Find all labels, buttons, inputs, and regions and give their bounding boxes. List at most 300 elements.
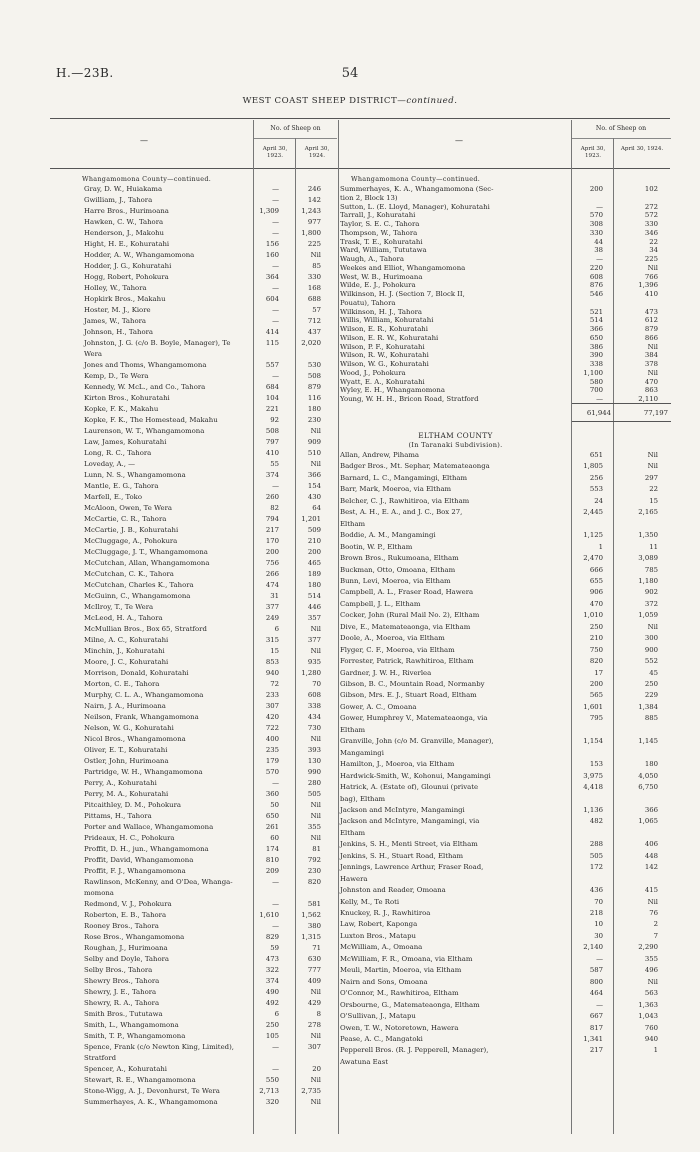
table-row	[84, 581, 338, 589]
holder-name: Orsbourne, G., Matemateaonga, Eltham	[340, 1000, 480, 1009]
table-row	[340, 360, 670, 368]
sheep-count-1923: 156	[265, 240, 279, 248]
holder-name: Proffit, D. H., jun., Whangamomona	[84, 845, 209, 853]
sheep-count-1924: 378	[644, 360, 658, 368]
holder-name: Trask, T. E., Kohuratahi	[340, 237, 423, 246]
holder-name: O'Connor, M., Rawhitiroa, Eltham	[340, 989, 459, 998]
sheep-count-1924: 180	[307, 405, 321, 413]
sheep-count-1924: 688	[307, 295, 321, 303]
sheep-count-1924: 230	[307, 867, 321, 875]
sheep-count-1923: 250	[265, 1021, 279, 1029]
table-row	[340, 1046, 670, 1054]
table-row	[340, 255, 670, 263]
sheep-count-1924: 2,020	[301, 339, 321, 347]
sheep-count-1923: —	[272, 482, 279, 490]
sheep-count-1923: 490	[265, 988, 279, 996]
eltham-county-subheading: (In Taranaki Subdivision).	[408, 441, 503, 449]
holder-name: Kopke, F. K., Makahu	[84, 405, 159, 413]
holder-name: Hopkirk Bros., Makahu	[84, 295, 166, 303]
holder-name: Gibson, Mrs. E. J., Stuart Road, Eltham	[340, 691, 477, 700]
holder-name: Allan, Andrew, Pihama	[340, 451, 419, 459]
holder-name: Proffit, F. J., Whangamomona	[84, 867, 186, 875]
table-row	[340, 783, 670, 791]
sheep-count-1924: 142	[307, 196, 321, 204]
sheep-count-1924: Nil	[310, 427, 321, 435]
sheep-count-1924: 20	[312, 1065, 321, 1073]
table-row	[84, 328, 338, 336]
holder-name: Barnard, L. C., Mangamingi, Eltham	[340, 473, 468, 482]
sheep-count-1924: 2,110	[638, 395, 658, 403]
sheep-count-1924: 355	[307, 823, 321, 831]
sheep-count-1923: —	[272, 317, 279, 325]
table-row	[84, 504, 338, 512]
sheep-count-1923: 655	[589, 576, 603, 585]
table-row	[84, 405, 338, 413]
sheep-count-1924: 510	[307, 449, 321, 457]
table-row	[84, 933, 338, 941]
sheep-count-1923: 4,418	[583, 783, 603, 792]
sheep-count-1923: 82	[270, 504, 279, 512]
sheep-count-1924: 57	[312, 306, 321, 314]
holder-name: Jenkins, S. H., Stuart Road, Eltham	[340, 851, 464, 860]
holder-name: McCartie, J. B., Kohuratahi	[84, 526, 179, 534]
table-row	[84, 383, 338, 391]
holder-name: McCutchan, Charles K., Tahora	[84, 581, 194, 589]
sheep-count-1924: 406	[644, 840, 658, 849]
holder-name: Minchin, J., Kohuratahi	[84, 647, 165, 655]
sheep-count-1923: 217	[265, 526, 279, 534]
holder-name: Gower, Humphrey V., Matemateaonga, via	[340, 714, 488, 723]
sheep-count-1924: 22	[649, 237, 658, 246]
sheep-count-1923: 2,140	[583, 943, 603, 952]
sheep-count-1923: 2,470	[583, 554, 603, 563]
table-row	[84, 240, 338, 248]
sheep-count-1924: 885	[644, 714, 658, 723]
holder-name: Murphy, C. L. A., Whangamomona	[84, 691, 204, 699]
holder-name: Smith, L., Whangamomona	[84, 1021, 179, 1029]
sheep-count-1923: 55	[270, 460, 279, 468]
holder-name: Nicol Bros., Whangamomona	[84, 735, 186, 743]
holder-name: McCartie, C. R., Tahora	[84, 515, 167, 523]
holder-name: Hawken, C. W., Tahora	[84, 218, 164, 226]
sheep-count-1923: 1,154	[583, 737, 603, 746]
holder-name: Wilson, W. G., Kohuratahi	[340, 360, 429, 368]
holder-name: Stratford	[84, 1054, 117, 1062]
sheep-count-1924: 142	[644, 863, 658, 872]
sheep-count-1923: 235	[265, 746, 279, 754]
sheep-count-1923: 470	[589, 599, 603, 608]
table-row	[340, 691, 670, 699]
holder-name: Kelly, M., Te Roti	[340, 897, 400, 906]
table-row	[340, 273, 670, 281]
holder-name: Sutton, L. (E. Lloyd, Manager), Kohuratahi	[340, 202, 490, 211]
sheep-count-1923: 366	[589, 325, 603, 333]
sheep-count-1924: 792	[307, 856, 321, 864]
table-row	[84, 823, 338, 831]
table-row	[340, 554, 670, 562]
table-row	[340, 508, 670, 516]
table-row	[340, 1035, 670, 1043]
total-rule	[572, 403, 671, 404]
holder-name: Henderson, J., Makohu	[84, 229, 164, 237]
holder-name: Granville, John (c/o M. Granville, Manager),	[340, 737, 494, 746]
sheep-count-1924: 71	[312, 944, 321, 952]
sheep-count-1923: 587	[589, 966, 603, 975]
sheep-count-1923: 160	[265, 251, 279, 259]
sheep-count-1924: 430	[307, 493, 321, 501]
table-row	[340, 351, 670, 359]
holder-name: McCutchan, C. K., Tahora	[84, 570, 174, 578]
sheep-count-1924: 154	[307, 482, 321, 490]
table-row	[84, 262, 338, 270]
table-row	[84, 724, 338, 732]
holder-name: Campbell, A. L., Fraser Road, Hawera	[340, 588, 474, 597]
sheep-count-1924: 116	[307, 394, 321, 402]
holder-name: Barr, Mark, Moeroa, via Eltham	[340, 485, 452, 494]
holder-name: McWilliam, A., Omoana	[340, 943, 423, 952]
eltham-county-heading: ELTHAM COUNTY	[418, 431, 493, 440]
sheep-count-1924: Nil	[647, 977, 658, 986]
sheep-count-1924: 630	[307, 955, 321, 963]
table-row	[84, 1087, 338, 1095]
table-row	[340, 646, 670, 654]
sheep-count-1923: 105	[265, 1032, 279, 1040]
table-row	[340, 325, 670, 333]
table-row	[340, 989, 670, 997]
sheep-count-1924: 297	[644, 473, 658, 482]
table-row	[340, 1012, 670, 1020]
holder-name: Laurenson, W. T., Whangamomona	[84, 427, 205, 435]
sheep-count-1924: 180	[644, 760, 658, 769]
sheep-count-1924: 2	[653, 920, 658, 929]
holder-name: Jackson and McIntyre, Mangamingi	[340, 805, 465, 814]
sheep-count-1924: 2,290	[638, 943, 658, 952]
sheep-count-1923: 6	[274, 1010, 279, 1018]
holder-name: Johnston and Reader, Omoana	[340, 886, 446, 895]
holder-name: Porter and Wallace, Whangamomona	[84, 823, 214, 831]
holder-name: Knuckey, R. J., Rawhitiroa	[340, 909, 431, 917]
holder-name: Marfell, E., Toko	[84, 493, 143, 501]
sheep-count-1923: 374	[265, 471, 279, 479]
table-row	[340, 485, 670, 493]
sheep-count-1924: 508	[307, 372, 321, 380]
sheep-count-1924: 505	[307, 790, 321, 798]
table-row	[340, 726, 670, 734]
holder-name: Wilson, E. R., Kohuratahi	[340, 325, 428, 333]
holder-name: Jennings, Lawrence Arthur, Fraser Road,	[340, 863, 484, 872]
holder-name: Hoster, M. J., Kiore	[84, 306, 151, 314]
table-row	[84, 713, 338, 721]
sheep-count-1923: 546	[589, 290, 603, 298]
sheep-count-1923: 386	[589, 342, 603, 351]
sheep-count-1924: 2,165	[638, 508, 658, 517]
holder-name: Rooney Bros., Tahora	[84, 922, 159, 930]
table-row	[340, 932, 670, 940]
sheep-count-1924: 552	[644, 657, 658, 666]
table-row	[84, 988, 338, 996]
holder-name: Waugh, A., Tahora	[340, 255, 404, 263]
sheep-count-1923: 179	[265, 757, 279, 765]
sheep-count-1924: 446	[307, 603, 321, 611]
sheep-count-1923: 70	[594, 897, 603, 906]
sheep-count-1923: 44	[594, 237, 603, 246]
sheep-count-1923: 651	[589, 451, 603, 459]
sheep-count-1924: 1,800	[301, 229, 321, 237]
sheep-count-1924: 330	[644, 220, 658, 228]
table-row	[84, 306, 338, 314]
table-row	[84, 702, 338, 710]
sheep-count-1923: 210	[589, 634, 603, 643]
sheep-count-1924: Nil	[310, 812, 321, 820]
sheep-count-1923: 72	[270, 680, 279, 688]
table-row	[340, 451, 670, 459]
table-row	[84, 680, 338, 688]
sheep-count-1923: —	[596, 255, 603, 263]
title-continued: continued.	[406, 96, 458, 106]
holder-name: Summerhayes, K. A., Whangamomona (Sec-	[340, 185, 494, 193]
sheep-count-1924: Nil	[647, 897, 658, 906]
sheep-count-1923: 684	[265, 383, 279, 391]
holder-name: Hight, H. E., Kohuratahi	[84, 240, 170, 248]
holder-name: Redmond, V. J., Pohokura	[84, 900, 172, 908]
table-row	[340, 588, 670, 596]
holder-name: Awatuna East	[340, 1057, 389, 1066]
holder-name: Perry, M. A., Kohuratahi	[84, 790, 169, 798]
sheep-count-1923: 10	[594, 920, 603, 929]
sheep-count-1924: 935	[307, 658, 321, 666]
sheep-count-1924: 225	[644, 255, 658, 263]
holder-name: Harre Bros., Hurimoana	[84, 207, 169, 215]
sheep-count-1924: Nil	[310, 1098, 321, 1106]
table-row	[340, 334, 670, 342]
table-row	[340, 203, 670, 211]
table-row	[84, 878, 338, 886]
total-rule-bottom	[572, 421, 671, 422]
table-row	[340, 531, 670, 539]
sheep-count-1924: 1,280	[301, 669, 321, 677]
holder-name: Neilson, Frank, Whangamomona	[84, 713, 199, 721]
sheep-count-1924: 990	[307, 768, 321, 776]
sheep-count-1923: 1,341	[583, 1034, 603, 1043]
sheep-count-1923: 570	[589, 211, 603, 220]
table-row	[84, 911, 338, 919]
holder-name: Proffit, David, Whangamomona	[84, 856, 194, 864]
table-row	[84, 779, 338, 787]
holder-name: Partridge, W. H., Whangamomona	[84, 768, 203, 776]
sheep-count-1923: 330	[589, 228, 603, 237]
sheep-count-1924: 1,562	[301, 911, 321, 919]
sheep-count-1924: 1,243	[301, 207, 321, 215]
holder-name: Best, A. H., E. A., and J. C., Box 27,	[340, 508, 463, 517]
sheep-count-1924: 377	[307, 636, 321, 644]
holder-name: Jackson and McIntyre, Mangamingi, via	[340, 817, 480, 826]
table-row	[84, 273, 338, 281]
sheep-count-1923: 364	[265, 273, 279, 281]
sheep-count-1924: 3,089	[638, 554, 658, 563]
table-row	[84, 900, 338, 908]
sheep-count-1923: 817	[589, 1023, 603, 1032]
sheep-count-1924: 380	[307, 922, 321, 930]
table-row	[84, 251, 338, 259]
table-row	[84, 1032, 338, 1040]
table-row	[84, 427, 338, 435]
table-row	[84, 570, 338, 578]
table-row	[340, 369, 670, 377]
holder-name: Morrison, Donald, Kohuratahi	[84, 669, 189, 677]
table-row	[84, 361, 338, 369]
sheep-count-1923: 209	[265, 867, 279, 875]
table-row	[340, 978, 670, 986]
top-rule	[50, 118, 670, 119]
sheep-count-1924: 45	[649, 668, 658, 677]
sheep-count-1924: Nil	[310, 1076, 321, 1084]
holder-name: Eltham	[340, 828, 366, 837]
sheep-count-1923: 400	[265, 735, 279, 743]
sheep-count-1923: 550	[265, 1076, 279, 1084]
sheep-count-1924: 11	[649, 542, 658, 551]
sheep-count-1923: 794	[265, 515, 279, 523]
sheep-count-1924: 1,180	[638, 576, 658, 585]
holder-name: Eltham	[340, 519, 366, 528]
sheep-count-1924: 777	[307, 966, 321, 974]
sheep-count-1924: Nil	[310, 251, 321, 259]
table-row	[84, 867, 338, 875]
sheep-count-1923: 261	[265, 823, 279, 831]
holder-name: Stone-Wigg, A. J., Devonhurst, Te Wera	[84, 1087, 220, 1095]
table-row	[84, 1076, 338, 1084]
holder-name: Wilde, E. J., Pohokura	[340, 281, 416, 290]
page-title	[0, 96, 700, 106]
sheep-count-1924: 366	[644, 805, 658, 814]
sheep-count-1923: 604	[265, 295, 279, 303]
table-row	[340, 817, 670, 825]
holder-name: Kennedy, W. McL., and Co., Tahora	[84, 383, 206, 391]
sheep-count-1924: 866	[644, 333, 658, 342]
sheep-count-1923: 756	[265, 559, 279, 567]
holder-name: Dive, E., Matemateaonga, via Eltham	[340, 622, 471, 631]
holder-name: Oliver, E. T., Kohuratahi	[84, 746, 168, 754]
sheep-count-1923: 557	[265, 361, 279, 369]
sheep-count-1924: Nil	[310, 625, 321, 633]
table-row	[340, 703, 670, 711]
table-row	[84, 185, 338, 193]
sheep-count-1923: —	[272, 306, 279, 314]
table-row	[84, 669, 338, 677]
table-row	[84, 1010, 338, 1018]
table-row	[84, 207, 338, 215]
sheep-count-1924: 514	[307, 592, 321, 600]
holder-name: Roughan, J., Hurimoana	[84, 944, 168, 952]
table-row	[340, 386, 670, 394]
sheep-count-1923: 464	[589, 989, 603, 998]
sheep-count-1924: 4,050	[638, 771, 658, 780]
sheep-count-1923: 308	[589, 220, 603, 228]
sheep-count-1923: 420	[265, 713, 279, 721]
table-row	[84, 1098, 338, 1106]
left-section-heading: Whangamomona County—continued.	[82, 175, 212, 183]
sheep-count-1923: 414	[265, 328, 279, 336]
holder-name: Kirton Bros., Kohuratahi	[84, 394, 170, 402]
sheep-count-1924: 909	[307, 438, 321, 446]
table-row	[84, 944, 338, 952]
sheep-count-1923: 608	[589, 272, 603, 281]
sheep-count-1923: 200	[589, 680, 603, 688]
right-section-heading: Whangamomona County—continued.	[351, 175, 481, 183]
holder-name: Hardwick-Smith, W., Kohonui, Mangamingi	[340, 771, 491, 780]
left-col2-header: April 30, 1924.	[304, 146, 330, 159]
holder-name: Ostler, John, Hurimoana	[84, 757, 169, 765]
holder-name: Cocker, John (Rural Mail No. 2), Eltham	[340, 611, 480, 620]
holder-name: Law, James, Kohuratahi	[84, 438, 167, 446]
holder-name: Morton, C. E., Tahora	[84, 680, 160, 688]
sheep-count-1924: 102	[644, 185, 658, 193]
table-row	[84, 559, 338, 567]
sheep-count-1923: 220	[589, 263, 603, 272]
title-main: WEST COAST SHEEP DISTRICT—	[242, 96, 407, 106]
table-row	[84, 416, 338, 424]
sheep-count-1923: —	[596, 954, 603, 963]
table-row	[84, 999, 338, 1007]
sheep-count-1923: 50	[270, 801, 279, 809]
table-row	[340, 1001, 670, 1009]
holder-name: Eltham	[340, 725, 366, 734]
sheep-count-1923: 249	[265, 614, 279, 622]
holder-name: Selby and Doyle, Tahora	[84, 955, 170, 963]
holder-name: West, W. B., Hurimoana	[340, 272, 423, 281]
sheep-count-1924: 229	[644, 691, 658, 700]
sheep-count-1923: 59	[270, 944, 279, 952]
sheep-count-1924: 180	[307, 581, 321, 589]
sheep-count-1924: 785	[644, 565, 658, 574]
sheep-count-1923: 17	[594, 668, 603, 677]
sheep-count-1923: —	[272, 1065, 279, 1073]
holder-name: Gray, D. W., Huiakama	[84, 185, 163, 193]
table-row	[340, 520, 670, 528]
holder-name: Willis, William, Kohuratahi	[340, 316, 434, 325]
holder-name: Wilson, P. F., Kohuratahi	[340, 342, 425, 351]
sheep-count-1923: 338	[589, 360, 603, 368]
holder-name: Luxton Bros., Matapu	[340, 931, 416, 940]
table-row	[84, 1065, 338, 1073]
sheep-count-1924: 300	[644, 634, 658, 643]
table-row	[340, 600, 670, 608]
sheep-count-1923: 288	[589, 840, 603, 849]
sheep-count-1924: 820	[307, 878, 321, 886]
holder-name: Weekes and Elliot, Whangamomona	[340, 263, 466, 272]
sheep-count-1923: 31	[270, 592, 279, 600]
holder-name: Johnson, H., Tahora	[84, 328, 154, 336]
table-row	[340, 634, 670, 642]
sheep-count-1923: 795	[589, 714, 603, 723]
header-rule	[50, 168, 670, 169]
sheep-count-1924: 448	[644, 851, 658, 860]
table-row	[340, 308, 670, 316]
sheep-count-1924: 760	[644, 1023, 658, 1032]
sheep-count-1924: Nil	[647, 368, 658, 377]
sheep-count-1923: 260	[265, 493, 279, 501]
sheep-count-1923: —	[596, 395, 603, 403]
holder-name: Mantle, E. G., Tahora	[84, 482, 159, 490]
sheep-count-1923: 266	[265, 570, 279, 578]
sheep-count-1923: 1,610	[259, 911, 279, 919]
sheep-count-1923: 221	[265, 405, 279, 413]
sheep-count-1923: 410	[265, 449, 279, 457]
holder-name: Loveday, A., —	[84, 460, 136, 468]
sheep-count-1924: 6,750	[638, 783, 658, 792]
sheep-count-1923: 666	[589, 565, 603, 574]
sheep-count-1924: 563	[644, 989, 658, 998]
sheep-count-1924: 346	[644, 228, 658, 237]
